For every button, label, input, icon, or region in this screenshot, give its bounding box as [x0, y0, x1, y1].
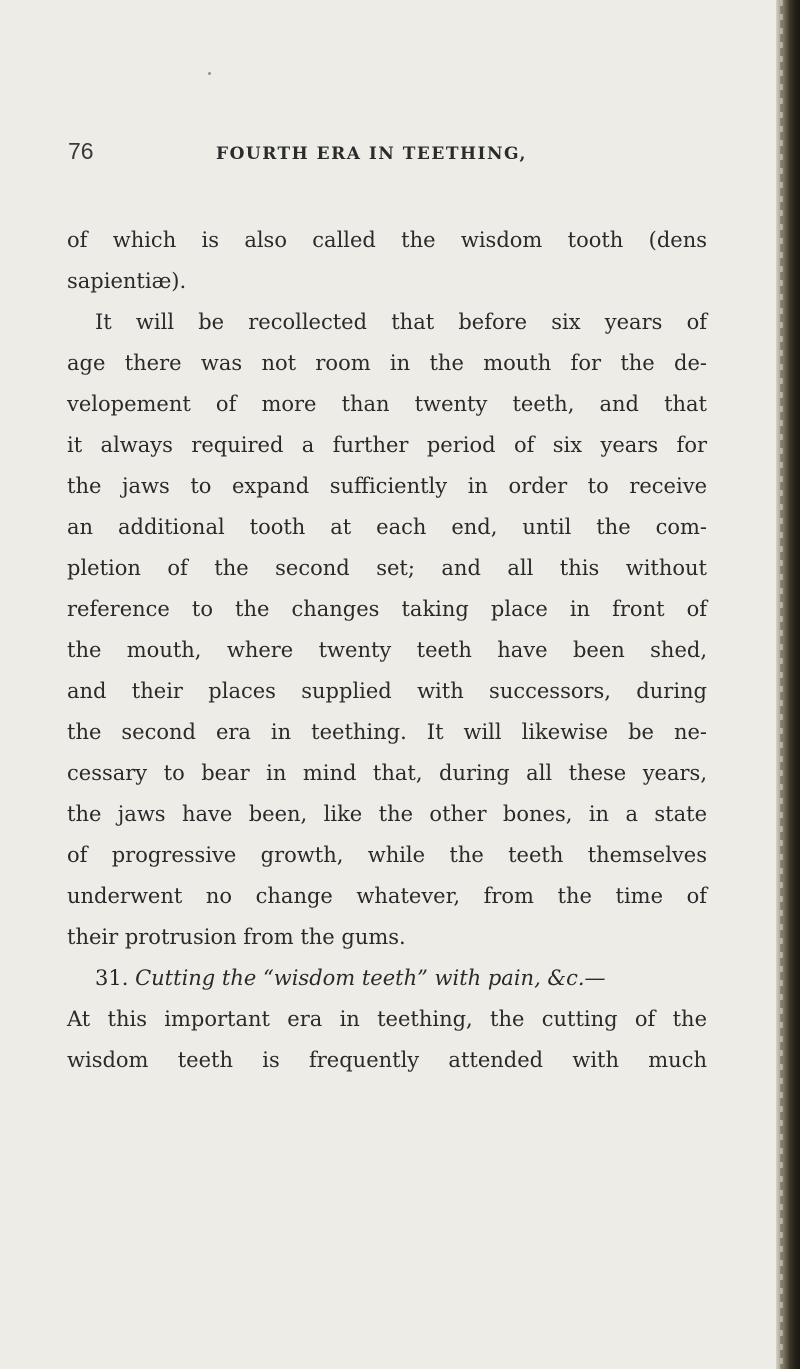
text-line: the second era in teething. It will likewise be ne- [67, 720, 707, 744]
paper-speck [208, 72, 211, 75]
body-text [67, 220, 707, 1081]
text-line: of which is also called the wisdom tooth (dens [67, 228, 707, 252]
text-line: it always required a further period of six years for [67, 433, 707, 457]
text-line: underwent no change whatever, from the time of [67, 884, 707, 908]
text-line: reference to the changes taking place in front of [67, 597, 707, 621]
text-line: the jaws have been, like the other bones, in a state [67, 802, 707, 826]
running-head: FOURTH ERA IN TEETHING, [216, 144, 527, 164]
section-heading-line [67, 958, 707, 999]
page-number: 76 [68, 138, 94, 164]
section-number: 31. [95, 966, 129, 990]
text-line: an additional tooth at each end, until the com- [67, 515, 707, 539]
text-line: velopement of more than twenty teeth, and that [67, 392, 707, 416]
text-line: cessary to bear in mind that, during all these years, [67, 761, 707, 785]
book-binding-edge [776, 0, 800, 1369]
section-title: Cutting the “wisdom teeth” with pain, &c.— [135, 966, 606, 990]
text-line: of progressive growth, while the teeth themselves [67, 843, 707, 867]
text-line: the mouth, where twenty teeth have been shed, [67, 638, 707, 662]
text-line: At this important era in teething, the cutting of the [67, 1007, 707, 1031]
text-line: their protrusion from the gums. [67, 925, 406, 949]
text-line: wisdom teeth is frequently attended with much [67, 1048, 707, 1072]
text-line: and their places supplied with successors, during [67, 679, 707, 703]
page-header [68, 138, 728, 178]
text-line: It will be recollected that before six years of [95, 310, 707, 334]
text-line: the jaws to expand sufficiently in order to receive [67, 474, 707, 498]
text-line: age there was not room in the mouth for the de- [67, 351, 707, 375]
text-line: sapientiæ). [67, 269, 187, 293]
text-line: pletion of the second set; and all this without [67, 556, 707, 580]
